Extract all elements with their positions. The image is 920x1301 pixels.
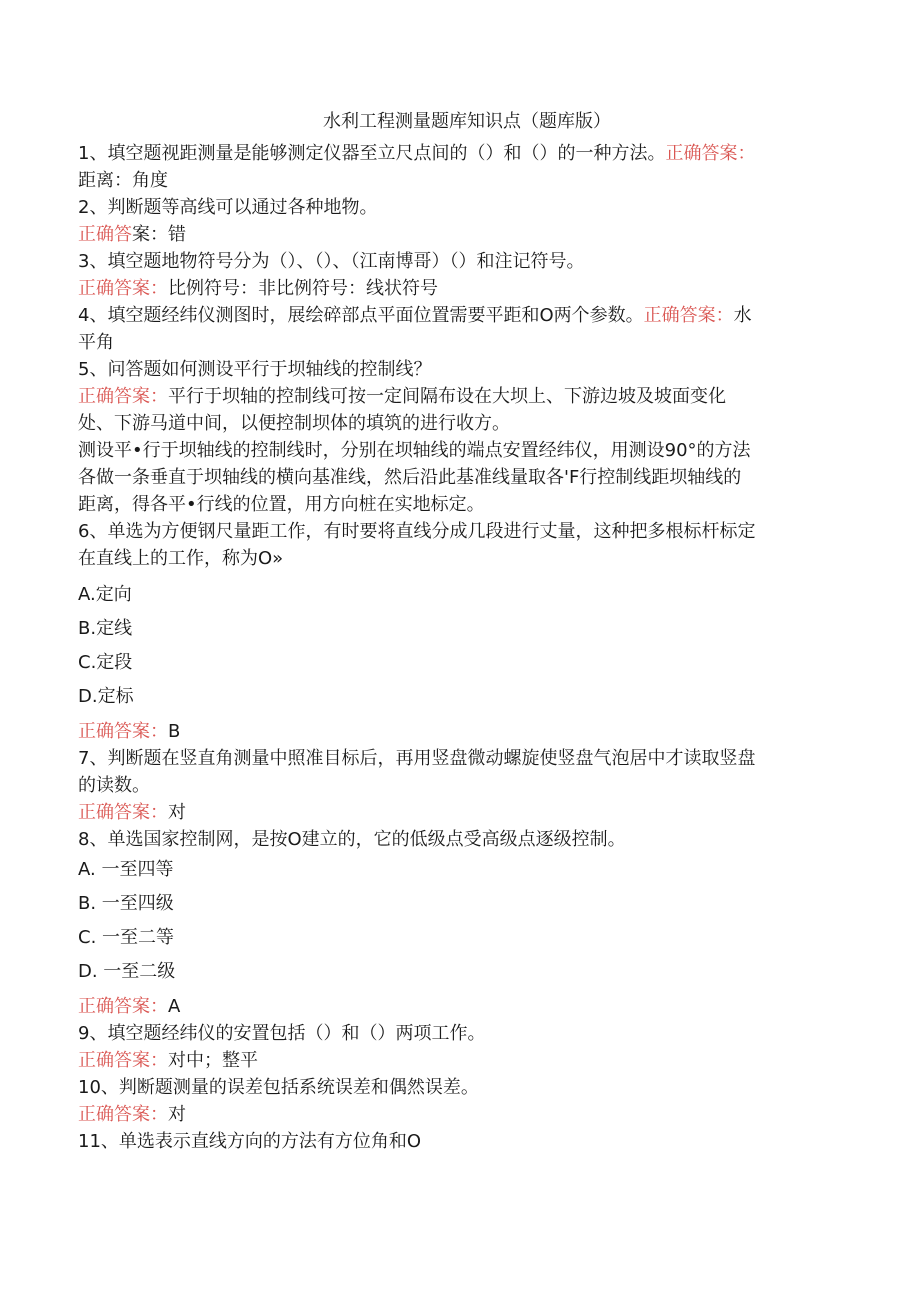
answer-label: 正确答案： [78, 386, 168, 407]
question-8: 8、单选国家控制网，是按O建立的，它的低级点受高级点逐级控制。 [78, 829, 626, 850]
question-10-answer: 对 [168, 1104, 186, 1125]
question-5-paragraph: 测设平•行于坝轴线的控制线时，分别在坝轴线的端点安置经纬仪，用测设90°的方法 [78, 440, 751, 461]
question-4 [78, 302, 838, 329]
question-4-answer-part: 水 [733, 305, 752, 326]
document-title: 水利工程测量题库知识点（题库版） [323, 111, 611, 132]
option-d: D. 一至二级 [78, 961, 176, 982]
answer-label: 正确答案： [78, 1104, 168, 1125]
question-3: 3、填空题地物符号分为（）、（）、（江南博哥）（）和注记符号。 [78, 251, 585, 272]
question-6-answer-line [78, 718, 838, 745]
question-4-text: 4、填空题经纬仪测图时，展绘碎部点平面位置需要平距和O两个参数。 [78, 305, 644, 326]
answer-label: 正确答案： [78, 802, 168, 823]
answer-label: 正确答案： [643, 305, 734, 326]
question-8-answer: A [168, 996, 181, 1017]
answer-label: 正确答案： [78, 996, 168, 1017]
question-5: 5、问答题如何测设平行于坝轴线的控制线？ [78, 359, 432, 380]
question-9: 9、填空题经纬仪的安置包括（）和（）两项工作。 [78, 1023, 486, 1044]
question-11: 11、单选表示直线方向的方法有方位角和O [78, 1131, 422, 1152]
question-3-answer-line [78, 275, 838, 302]
question-7-cont: 的读数。 [78, 775, 150, 796]
question-5-paragraph: 距离，得各平•行线的位置，用方向桩在实地标定。 [78, 494, 485, 515]
question-5-paragraph: 各做一条垂直于坝轴线的横向基准线，然后沿此基准线量取各'F行控制线距坝轴线的 [78, 467, 742, 488]
answer-label: 正确答案： [78, 1050, 168, 1071]
question-2: 2、判断题等高线可以通过各种地物。 [78, 197, 378, 218]
question-1-answer: 距离：角度 [78, 170, 168, 191]
option-a: A.定向 [78, 584, 132, 605]
question-9-answer-line [78, 1047, 838, 1074]
answer-label: 正确答案： [78, 278, 168, 299]
question-3-answer: 比例符号：非比例符号：线状符号 [168, 278, 438, 299]
question-6-cont: 在直线上的工作，称为O» [78, 548, 284, 569]
option-a: A. 一至四等 [78, 859, 174, 880]
option-c: C.定段 [78, 652, 133, 673]
question-5-answer: 平行于坝轴的控制线可按一定间隔布设在大坝上、下游边坡及坡面变化 [168, 386, 726, 407]
question-1-text: 1、填空题视距测量是能够测定仪器至立尺点间的（）和（）的一种方法。 [78, 143, 666, 164]
question-6-answer: B [168, 721, 181, 742]
question-4-answer: 平角 [78, 332, 114, 353]
answer-label: 正确答案： [665, 143, 756, 164]
question-8-answer-line [78, 993, 838, 1020]
question-10: 10、判断题测量的误差包括系统误差和偶然误差。 [78, 1077, 479, 1098]
answer-label: 正确答 [78, 224, 132, 245]
answer-label: 正确答案： [78, 721, 168, 742]
question-10-answer-line [78, 1101, 838, 1128]
question-6: 6、单选为方便钢尺量距工作，有时要将直线分成几段进行丈量，这种把多根标杆标定 [78, 521, 756, 542]
question-7-answer-line [78, 799, 838, 826]
option-b: B.定线 [78, 618, 133, 639]
question-1 [78, 140, 838, 167]
option-c: C. 一至二等 [78, 927, 175, 948]
question-7-answer: 对 [168, 802, 186, 823]
question-5-answer-cont: 处、下游马道中间，以便控制坝体的填筑的进行收方。 [78, 413, 510, 434]
question-5-answer-line [78, 383, 838, 410]
option-d: D.定标 [78, 686, 134, 707]
question-2-answer-line [78, 221, 838, 248]
document-page [78, 104, 838, 1155]
question-2-answer: 案：错 [132, 224, 186, 245]
option-b: B. 一至四级 [78, 893, 174, 914]
question-9-answer: 对中；整平 [168, 1050, 258, 1071]
question-7: 7、判断题在竖直角测量中照准目标后，再用竖盘微动螺旋使竖盘气泡居中才读取竖盘 [78, 748, 756, 769]
